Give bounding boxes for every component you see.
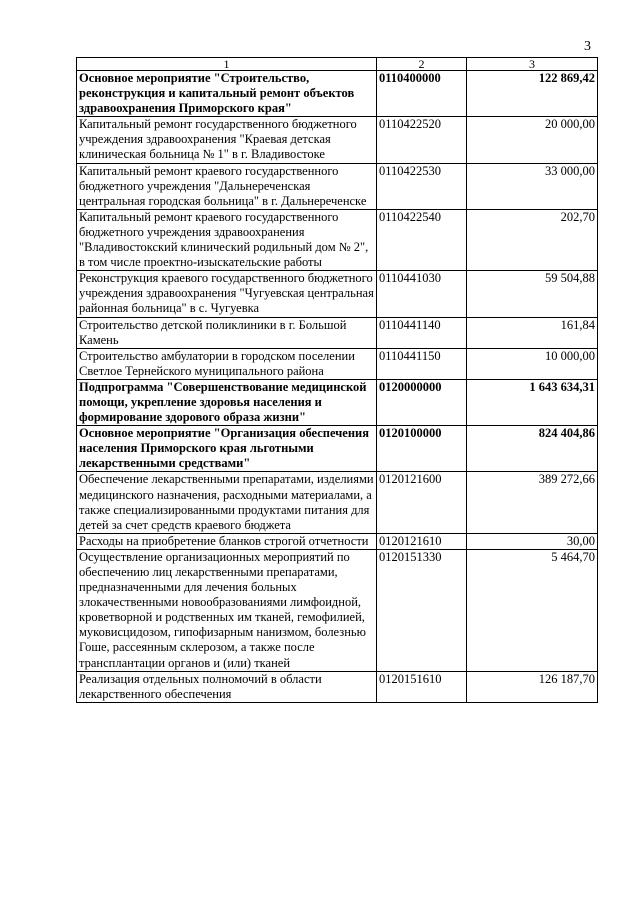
row-amount-cell: 10 000,00 [467, 348, 598, 379]
row-amount-cell: 824 404,86 [467, 426, 598, 472]
table-row [77, 271, 598, 317]
table-row [77, 117, 598, 163]
row-code-cell: 0110400000 [377, 71, 467, 117]
row-amount-cell: 389 272,66 [467, 472, 598, 533]
row-name-cell: Реконструкция краевого государственного бюджетного учреждения здравоохранения "Чугуевская центральная районная больница" в с. Чугуевка [77, 271, 377, 317]
row-name-cell: Осуществление организационных мероприятий по обеспечению лиц лекарственными препаратами, предназначенными для лечения больных злокачественными новообразованиями лимфоидной, кроветворной и родственных им тканей, гемофилией, муковисцидозом, гипофизарным нанизмом, болезнью Гоше, рассеянным склерозом, а также после трансплантации органов и (или) тканей [77, 549, 377, 671]
row-amount-cell: 5 464,70 [467, 549, 598, 671]
table-row [77, 209, 598, 270]
row-code-cell: 0110441140 [377, 317, 467, 348]
row-name-cell: Расходы на приобретение бланков строгой отчетности [77, 533, 377, 549]
row-name-cell: Обеспечение лекарственными препаратами, изделиями медицинского назначения, расходными материалами, а также специализированными продуктами питания для детей за счет средств краевого бюджета [77, 472, 377, 533]
row-code-cell: 0110422530 [377, 163, 467, 209]
row-name-cell: Реализация отдельных полномочий в области лекарственного обеспечения [77, 671, 377, 702]
row-code-cell: 0120121610 [377, 533, 467, 549]
table-row [77, 426, 598, 472]
header-col-1: 1 [77, 58, 377, 71]
header-col-3: 3 [467, 58, 598, 71]
row-amount-cell: 20 000,00 [467, 117, 598, 163]
row-name-cell: Капитальный ремонт краевого государственного бюджетного учреждения "Дальнереченская центральная городская больница" в г. Дальнереченске [77, 163, 377, 209]
row-code-cell: 0110441150 [377, 348, 467, 379]
row-name-cell: Капитальный ремонт государственного бюджетного учреждения здравоохранения "Краевая детская клиническая больница № 1" в г. Владивостоке [77, 117, 377, 163]
row-amount-cell: 1 643 634,31 [467, 379, 598, 425]
row-code-cell: 0110441030 [377, 271, 467, 317]
table-header-row [77, 58, 598, 71]
budget-table [76, 57, 598, 703]
table-row [77, 533, 598, 549]
row-code-cell: 0120100000 [377, 426, 467, 472]
row-name-cell: Капитальный ремонт краевого государственного бюджетного учреждения здравоохранения "Владивостокский клинический родильный дом № 2", в том числе проектно-изыскательские работы [77, 209, 377, 270]
row-code-cell: 0120000000 [377, 379, 467, 425]
row-name-cell: Строительство амбулатории в городском поселении Светлое Тернейского муниципального района [77, 348, 377, 379]
table-row [77, 348, 598, 379]
row-code-cell: 0120151610 [377, 671, 467, 702]
row-amount-cell: 59 504,88 [467, 271, 598, 317]
row-name-cell: Подпрограмма "Совершенствование медицинской помощи, укрепление здоровья населения и формирование здорового образа жизни" [77, 379, 377, 425]
table-row [77, 472, 598, 533]
row-amount-cell: 30,00 [467, 533, 598, 549]
row-amount-cell: 122 869,42 [467, 71, 598, 117]
header-col-2: 2 [377, 58, 467, 71]
page-number: 3 [584, 39, 591, 54]
table-row [77, 317, 598, 348]
row-code-cell: 0110422540 [377, 209, 467, 270]
row-name-cell: Строительство детской поликлиники в г. Большой Камень [77, 317, 377, 348]
row-name-cell: Основное мероприятие "Строительство, реконструкция и капитальный ремонт объектов здравоохранения Приморского края" [77, 71, 377, 117]
row-amount-cell: 126 187,70 [467, 671, 598, 702]
table-row [77, 163, 598, 209]
row-amount-cell: 33 000,00 [467, 163, 598, 209]
row-name-cell: Основное мероприятие "Организация обеспечения населения Приморского края льготными лекарственными средствами" [77, 426, 377, 472]
row-code-cell: 0120151330 [377, 549, 467, 671]
row-amount-cell: 202,70 [467, 209, 598, 270]
row-amount-cell: 161,84 [467, 317, 598, 348]
table-row [77, 379, 598, 425]
table-row [77, 671, 598, 702]
row-code-cell: 0110422520 [377, 117, 467, 163]
table-row [77, 549, 598, 671]
table-body [77, 58, 598, 703]
row-code-cell: 0120121600 [377, 472, 467, 533]
table-row [77, 71, 598, 117]
